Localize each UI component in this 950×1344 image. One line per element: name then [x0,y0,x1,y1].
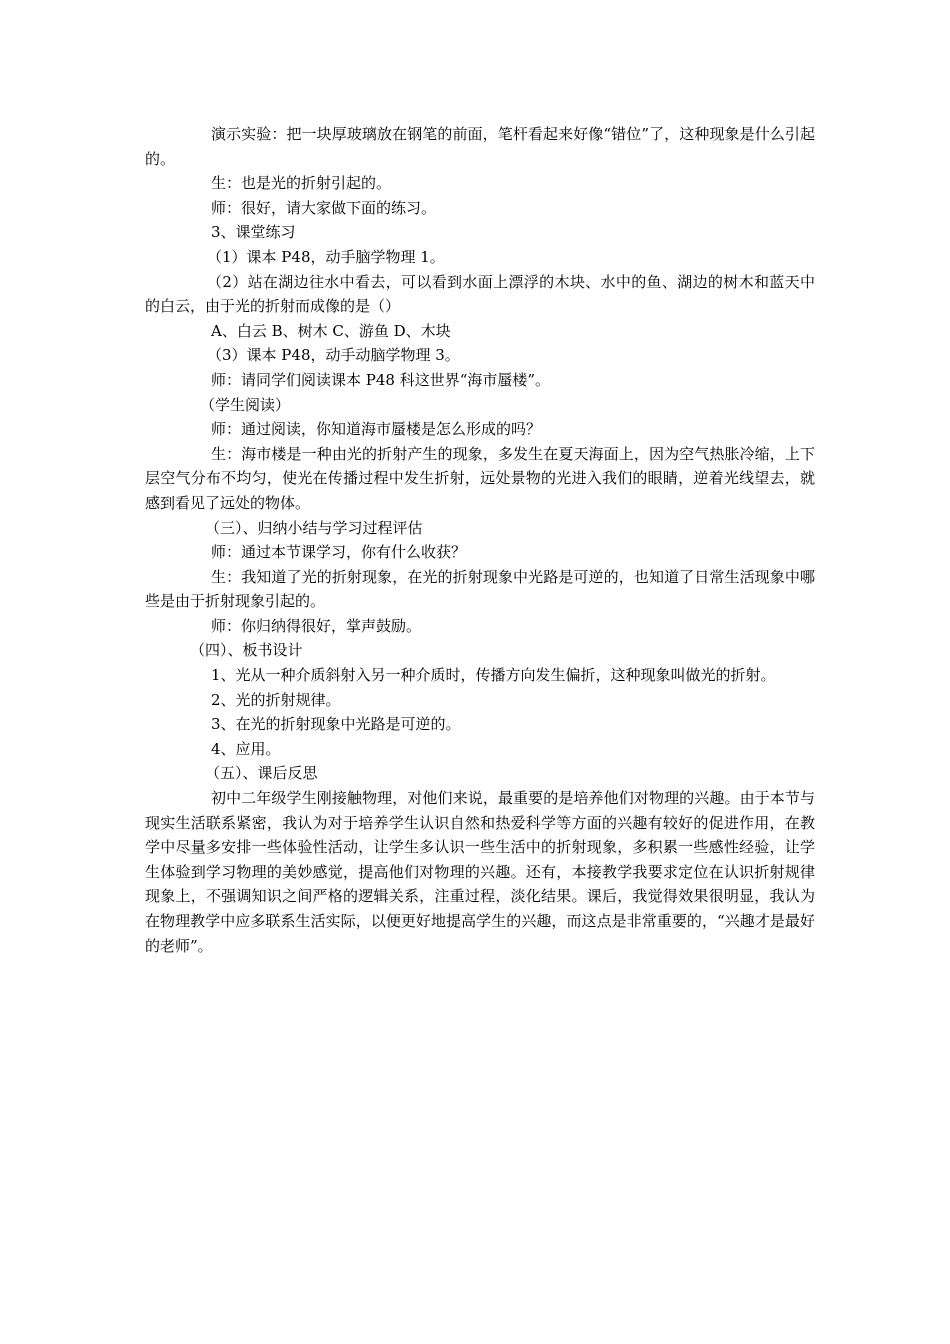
paragraph-exercise-2: （2）站在湖边往水中看去，可以看到水面上漂浮的木块、水中的鱼、湖边的树木和蓝天中的白云，由于光的折射而成像的是（） [145,272,815,316]
paragraph-teacher-gain: 师：通过本节课学习，你有什么收获？ [211,543,467,562]
paragraph-reflection: 初中二年级学生刚接触物理，对他们来说，最重要的是培养他们对物理的兴趣。由于本节与现实生活联系紧密，我认为对于培养学生认识自然和热爱科学等方面的兴趣有较好的促进作用，在教学中尽量多安排一些体验性活动，让学生多认识一些生活中的折射现象，多积累一些感性经验，让学生体验到学习物理的美妙感觉，提高他们对物理的兴趣。还有，本接教学我要求定位在认识折射规律现象上，不强调知识之间严格的逻辑关系，注重过程，淡化结果。课后，我觉得效果很明显，我认为在物理教学中应多联系生活实际，以便更好地提高学生的兴趣，而这点是非常重要的，“兴趣才是最好的老师”。 [145,789,815,955]
paragraph-student-gain: 生：我知道了光的折射现象，在光的折射现象中光路是可逆的，也知道了日常生活现象中哪些是由于折射现象引起的。 [145,567,815,611]
paragraph-student-reading: （学生阅读） [200,395,291,414]
section-heading-summary: （三）、归纳小结与学习过程评估 [205,518,423,537]
board-item-3: 3、在光的折射现象中光路是可逆的。 [211,715,461,734]
board-item-4: 4、应用。 [211,739,281,758]
paragraph-exercise-2-options: A、白云 B、树木 C、游鱼 D、木块 [211,321,451,340]
paragraph-exercise-heading: 3、课堂练习 [211,223,296,242]
paragraph-exercise-3: （3）课本 P48，动手动脑学物理 3。 [207,346,460,365]
paragraph-student-mirage: 生：海市楼是一种由光的折射产生的现象，多发生在夏天海面上，因为空气热胀冷缩，上下层空气分布不均匀，使光在传播过程中发生折射，远处景物的光进入我们的眼睛，逆着光线望去，就感到看见了远处的物体。 [145,444,815,512]
section-heading-board-design: （四）、板书设计 [190,641,303,660]
paragraph-teacher-1: 师：很好，请大家做下面的练习。 [211,198,437,217]
board-item-1: 1、光从一种介质斜射入另一种介质时，传播方向发生偏折，这种现象叫做光的折射。 [211,666,776,685]
paragraph-exercise-1: （1）课本 P48，动手脑学物理 1。 [207,247,445,266]
board-item-2: 2、光的折射规律。 [211,690,341,709]
paragraph-teacher-reading: 师：请同学们阅读课本 P48 科这世界“海市蜃楼”。 [211,370,551,389]
document-page [145,122,815,958]
paragraph-demo-experiment: 演示实验：把一块厚玻璃放在钢笔的前面，笔杆看起来好像“错位”了，这种现象是什么引起的。 [145,125,815,168]
paragraph-teacher-praise: 师：你归纳得很好，掌声鼓励。 [211,616,422,635]
paragraph-teacher-question: 师：通过阅读，你知道海市蜃楼是怎么形成的吗？ [211,420,542,439]
section-heading-reflection: （五）、课后反思 [205,764,318,783]
paragraph-student-answer-1: 生：也是光的折射引起的。 [211,174,392,193]
